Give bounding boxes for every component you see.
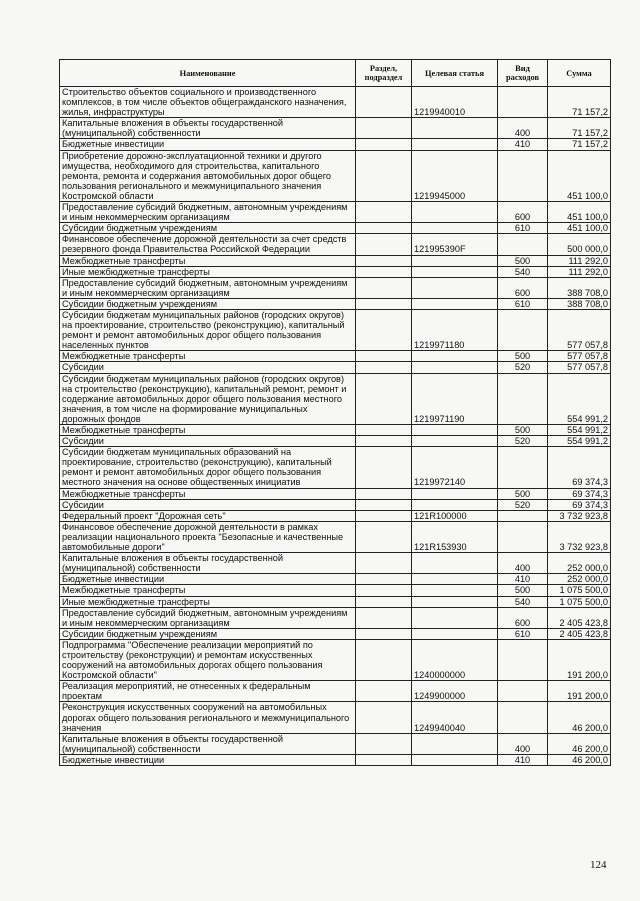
row-sum: 554 991,2	[548, 425, 611, 436]
row-name: Иные межбюджетные трансферты	[60, 596, 356, 607]
row-name: Межбюджетные трансферты	[60, 425, 356, 436]
row-target	[412, 277, 498, 298]
row-name: Бюджетные инвестиции	[60, 574, 356, 585]
row-target	[412, 351, 498, 362]
row-sum: 577 057,8	[548, 309, 611, 350]
row-kind	[498, 702, 548, 733]
header-kind: Вид расходов	[498, 60, 548, 87]
row-section	[356, 488, 412, 499]
row-section	[356, 754, 412, 765]
row-target	[412, 118, 498, 139]
row-sum: 1 075 500,0	[548, 596, 611, 607]
row-sum: 71 157,2	[548, 87, 611, 118]
row-name: Межбюджетные трансферты	[60, 351, 356, 362]
row-kind: 520	[498, 362, 548, 373]
row-section	[356, 223, 412, 234]
row-sum: 46 200,0	[548, 702, 611, 733]
row-name: Субсидии бюджетам муниципальных районов (городских округов) на проектирование, строительство (реконструкцию), капитальный ремонт и ремонт автомобильных дорог общего пользования населенных пунктов	[60, 309, 356, 350]
row-kind	[498, 639, 548, 680]
row-name: Субсидии бюджетным учреждениям	[60, 223, 356, 234]
table-row	[60, 277, 611, 298]
table-row	[60, 234, 611, 255]
table-row	[60, 510, 611, 521]
table-row	[60, 596, 611, 607]
row-target: 1249900000	[412, 681, 498, 702]
row-target: 1249940040	[412, 702, 498, 733]
row-kind	[498, 87, 548, 118]
row-section	[356, 607, 412, 628]
row-section	[356, 234, 412, 255]
row-section	[356, 118, 412, 139]
row-name: Приобретение дорожно-эксплуатационной техники и другого имущества, необходимого для строительства, капитального ремонта, ремонта и содержания автомобильных дорог общего пользования регионального и межмуниципального значения Костромской области	[60, 150, 356, 201]
row-target	[412, 362, 498, 373]
row-kind	[498, 309, 548, 350]
row-sum: 554 991,2	[548, 436, 611, 447]
row-section	[356, 309, 412, 350]
row-name: Субсидии бюджетам муниципальных образований на проектирование, строительство (реконструкцию), капитальный ремонт и ремонт автомобильных дорог общего пользования местного значения на основе общественных инициатив	[60, 447, 356, 488]
row-sum: 388 708,0	[548, 277, 611, 298]
row-sum: 111 292,0	[548, 255, 611, 266]
table-row	[60, 150, 611, 201]
row-kind: 410	[498, 754, 548, 765]
row-sum: 191 200,0	[548, 639, 611, 680]
row-kind: 600	[498, 202, 548, 223]
row-name: Финансовое обеспечение дорожной деятельности в рамках реализации национального проекта "Безопасные и качественные автомобильные дороги"	[60, 521, 356, 552]
row-section	[356, 362, 412, 373]
row-sum: 451 100,0	[548, 223, 611, 234]
table-row	[60, 425, 611, 436]
row-target: 1219972140	[412, 447, 498, 488]
table-row	[60, 373, 611, 424]
row-name: Бюджетные инвестиции	[60, 139, 356, 150]
row-name: Бюджетные инвестиции	[60, 754, 356, 765]
row-target: 121R153930	[412, 521, 498, 552]
header-name: Наименование	[60, 60, 356, 87]
row-target	[412, 488, 498, 499]
row-sum: 252 000,0	[548, 574, 611, 585]
row-section	[356, 373, 412, 424]
row-name: Предоставление субсидий бюджетным, автономным учреждениям и иным некоммерческим организациям	[60, 607, 356, 628]
row-sum: 191 200,0	[548, 681, 611, 702]
table-row	[60, 574, 611, 585]
row-name: Федеральный проект "Дорожная сеть"	[60, 510, 356, 521]
row-section	[356, 351, 412, 362]
table-row	[60, 255, 611, 266]
table-row	[60, 607, 611, 628]
row-section	[356, 202, 412, 223]
row-kind: 500	[498, 488, 548, 499]
row-section	[356, 499, 412, 510]
table-row	[60, 521, 611, 552]
row-name: Субсидии	[60, 362, 356, 373]
row-kind: 540	[498, 266, 548, 277]
table-row	[60, 447, 611, 488]
table-row	[60, 223, 611, 234]
row-target: 1240000000	[412, 639, 498, 680]
row-kind: 520	[498, 499, 548, 510]
table-row	[60, 139, 611, 150]
table-row	[60, 639, 611, 680]
row-name: Предоставление субсидий бюджетным, автономным учреждениям и иным некоммерческим организациям	[60, 202, 356, 223]
row-sum: 46 200,0	[548, 733, 611, 754]
row-section	[356, 447, 412, 488]
row-section	[356, 585, 412, 596]
row-section	[356, 574, 412, 585]
row-kind: 500	[498, 585, 548, 596]
row-sum: 451 100,0	[548, 150, 611, 201]
table-row	[60, 266, 611, 277]
row-name: Капитальные вложения в объекты государственной (муниципальной) собственности	[60, 118, 356, 139]
header-sum: Сумма	[548, 60, 611, 87]
row-section	[356, 639, 412, 680]
row-sum: 451 100,0	[548, 202, 611, 223]
row-sum: 2 405 423,8	[548, 628, 611, 639]
table-row	[60, 754, 611, 765]
row-kind	[498, 373, 548, 424]
row-section	[356, 298, 412, 309]
table-row	[60, 351, 611, 362]
table-row	[60, 118, 611, 139]
row-name: Строительство объектов социального и производственного комплексов, в том числе объектов общегражданского назначения, жилья, инфраструктуры	[60, 87, 356, 118]
row-sum: 500 000,0	[548, 234, 611, 255]
row-target	[412, 733, 498, 754]
row-sum: 3 732 923,8	[548, 521, 611, 552]
table-row	[60, 298, 611, 309]
row-kind: 410	[498, 139, 548, 150]
row-name: Субсидии	[60, 499, 356, 510]
row-section	[356, 255, 412, 266]
row-sum: 111 292,0	[548, 266, 611, 277]
row-name: Субсидии бюджетам муниципальных районов (городских округов) на строительство (реконструкцию), капитальный ремонт, ремонт и содержание автомобильных дорог общего пользования местного значения, в том числе на формирование муниципальных дорожных фондов	[60, 373, 356, 424]
row-target	[412, 607, 498, 628]
row-target	[412, 436, 498, 447]
row-kind: 410	[498, 574, 548, 585]
row-target: 1219940010	[412, 87, 498, 118]
table-row	[60, 362, 611, 373]
table-body	[60, 87, 611, 766]
row-name: Капитальные вложения в объекты государственной (муниципальной) собственности	[60, 553, 356, 574]
row-target	[412, 425, 498, 436]
row-target: 1219971180	[412, 309, 498, 350]
row-name: Реализация мероприятий, не отнесенных к федеральным проектам	[60, 681, 356, 702]
row-section	[356, 277, 412, 298]
row-target	[412, 223, 498, 234]
row-target	[412, 139, 498, 150]
row-target: 1219945000	[412, 150, 498, 201]
row-sum: 554 991,2	[548, 373, 611, 424]
row-section	[356, 150, 412, 201]
row-kind: 600	[498, 277, 548, 298]
row-target: 121995390F	[412, 234, 498, 255]
row-kind: 500	[498, 351, 548, 362]
row-target	[412, 553, 498, 574]
row-section	[356, 521, 412, 552]
row-target	[412, 585, 498, 596]
table-row	[60, 202, 611, 223]
row-name: Межбюджетные трансферты	[60, 255, 356, 266]
row-target	[412, 754, 498, 765]
row-section	[356, 266, 412, 277]
row-name: Субсидии бюджетным учреждениям	[60, 298, 356, 309]
row-sum: 69 374,3	[548, 447, 611, 488]
table-row	[60, 309, 611, 350]
row-target	[412, 574, 498, 585]
row-name: Подпрограмма "Обеспечение реализации мероприятий по строительству (реконструкции) и ремонтам искусственных сооружений на автомобильных дорогах общего пользования Костромской области"	[60, 639, 356, 680]
table-row	[60, 628, 611, 639]
row-kind	[498, 521, 548, 552]
row-name: Предоставление субсидий бюджетным, автономным учреждениям и иным некоммерческим организациям	[60, 277, 356, 298]
row-sum: 71 157,2	[548, 118, 611, 139]
row-section	[356, 733, 412, 754]
row-section	[356, 596, 412, 607]
row-kind: 610	[498, 298, 548, 309]
table-row	[60, 733, 611, 754]
row-target	[412, 266, 498, 277]
row-sum: 577 057,8	[548, 351, 611, 362]
row-kind: 400	[498, 553, 548, 574]
row-kind: 400	[498, 733, 548, 754]
row-target	[412, 298, 498, 309]
row-name: Иные межбюджетные трансферты	[60, 266, 356, 277]
row-sum: 3 732 923,8	[548, 510, 611, 521]
row-name: Межбюджетные трансферты	[60, 585, 356, 596]
row-kind: 540	[498, 596, 548, 607]
table-row	[60, 702, 611, 733]
row-sum: 388 708,0	[548, 298, 611, 309]
row-name: Финансовое обеспечение дорожной деятельности за счет средств резервного фонда Правительства Российской Федерации	[60, 234, 356, 255]
table-row	[60, 436, 611, 447]
row-target: 121R100000	[412, 510, 498, 521]
row-kind: 520	[498, 436, 548, 447]
row-target	[412, 255, 498, 266]
row-kind	[498, 510, 548, 521]
table-row	[60, 553, 611, 574]
row-kind: 610	[498, 628, 548, 639]
row-section	[356, 139, 412, 150]
row-sum: 252 000,0	[548, 553, 611, 574]
row-kind: 600	[498, 607, 548, 628]
row-sum: 71 157,2	[548, 139, 611, 150]
row-section	[356, 681, 412, 702]
row-sum: 2 405 423,8	[548, 607, 611, 628]
table-row	[60, 87, 611, 118]
budget-table	[59, 59, 611, 766]
row-kind	[498, 681, 548, 702]
row-section	[356, 425, 412, 436]
row-section	[356, 87, 412, 118]
header-target: Целевая статья	[412, 60, 498, 87]
row-kind: 500	[498, 425, 548, 436]
table-row	[60, 585, 611, 596]
row-sum: 1 075 500,0	[548, 585, 611, 596]
header-section: Раздел, подраздел	[356, 60, 412, 87]
row-name: Реконструкция искусственных сооружений на автомобильных дорогах общего пользования регионального и межмуниципального значения	[60, 702, 356, 733]
row-name: Капитальные вложения в объекты государственной (муниципальной) собственности	[60, 733, 356, 754]
table-row	[60, 488, 611, 499]
row-section	[356, 553, 412, 574]
row-section	[356, 628, 412, 639]
row-sum: 69 374,3	[548, 499, 611, 510]
row-target	[412, 202, 498, 223]
row-name: Субсидии бюджетным учреждениям	[60, 628, 356, 639]
table-row	[60, 499, 611, 510]
row-kind: 400	[498, 118, 548, 139]
row-section	[356, 702, 412, 733]
row-name: Субсидии	[60, 436, 356, 447]
table-header-row	[60, 60, 611, 87]
row-section	[356, 510, 412, 521]
row-section	[356, 436, 412, 447]
row-kind: 500	[498, 255, 548, 266]
row-kind	[498, 447, 548, 488]
page-number: 124	[590, 859, 607, 871]
row-kind	[498, 234, 548, 255]
row-sum: 69 374,3	[548, 488, 611, 499]
row-kind: 610	[498, 223, 548, 234]
row-target	[412, 499, 498, 510]
row-target	[412, 596, 498, 607]
row-sum: 46 200,0	[548, 754, 611, 765]
row-sum: 577 057,8	[548, 362, 611, 373]
row-kind	[498, 150, 548, 201]
table-row	[60, 681, 611, 702]
row-name: Межбюджетные трансферты	[60, 488, 356, 499]
row-target	[412, 628, 498, 639]
row-target: 1219971190	[412, 373, 498, 424]
